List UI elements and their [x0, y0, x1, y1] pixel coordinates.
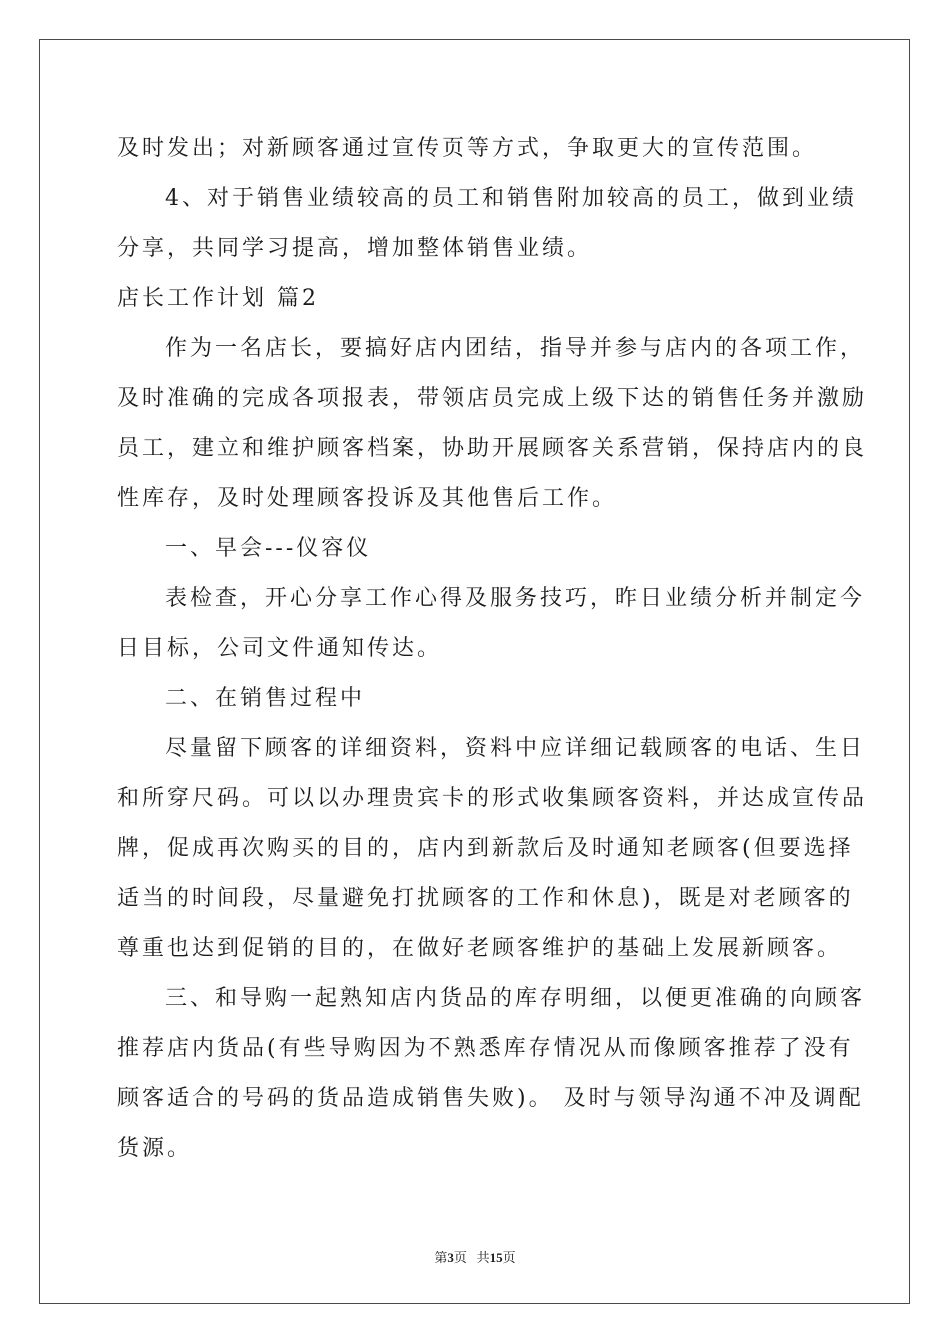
body-line: 货源。 [117, 1136, 193, 1161]
body-line: 日目标，公司文件通知传达。 [117, 636, 443, 661]
body-line: 分享，共同学习提高，增加整体销售业绩。 [117, 236, 593, 261]
footer-total-pages: 15 [489, 1250, 503, 1265]
body-line: 顾客适合的号码的货品造成销售失败)。 及时与领导沟通不冲及调配 [117, 1086, 864, 1111]
document-body [117, 124, 868, 1174]
body-line: 及时发出；对新顾客通过宣传页等方式，争取更大的宣传范围。 [117, 136, 818, 161]
body-line: 二、在销售过程中 [165, 686, 366, 711]
footer-page-number: 3 [447, 1250, 454, 1265]
body-line: 一、早会---仪容仪 [165, 536, 372, 561]
body-line: 推荐店内货品(有些导购因为不熟悉库存情况从而像顾客推荐了没有 [117, 1036, 854, 1061]
footer-total-suffix: 页 [502, 1250, 516, 1265]
page-footer [0, 1247, 950, 1266]
body-line: 4、对于销售业绩较高的员工和销售附加较高的员工，做到业绩 [165, 186, 857, 211]
body-line: 性库存，及时处理顾客投诉及其他售后工作。 [117, 486, 618, 511]
body-line: 及时准确的完成各项报表，带领店员完成上级下达的销售任务并激励 [117, 386, 868, 411]
body-line: 尊重也达到促销的目的，在做好老顾客维护的基础上发展新顾客。 [117, 936, 843, 961]
body-line: 尽量留下顾客的详细资料，资料中应详细记载顾客的电话、生日 [165, 736, 866, 761]
footer-total-prefix: 共 [476, 1250, 490, 1265]
body-line: 适当的时间段，尽量避免打扰顾客的工作和休息)，既是对老顾客的 [117, 886, 854, 911]
body-line: 牌，促成再次购买的目的，店内到新款后及时通知老顾客(但要选择 [117, 836, 854, 861]
footer-page-suffix: 页 [453, 1250, 467, 1265]
footer-page-prefix: 第 [434, 1250, 448, 1265]
body-line: 表检查，开心分享工作心得及服务技巧，昨日业绩分析并制定今 [165, 586, 866, 611]
body-line: 和所穿尺码。可以以办理贵宾卡的形式收集顾客资料，并达成宣传品 [117, 786, 868, 811]
body-line: 三、和导购一起熟知店内货品的库存明细，以便更准确的向顾客 [165, 986, 866, 1011]
body-line: 员工，建立和维护顾客档案，协助开展顾客关系营销，保持店内的良 [117, 436, 868, 461]
body-line: 作为一名店长，要搞好店内团结，指导并参与店内的各项工作， [165, 336, 866, 361]
section-heading: 店长工作计划 篇2 [117, 286, 319, 311]
